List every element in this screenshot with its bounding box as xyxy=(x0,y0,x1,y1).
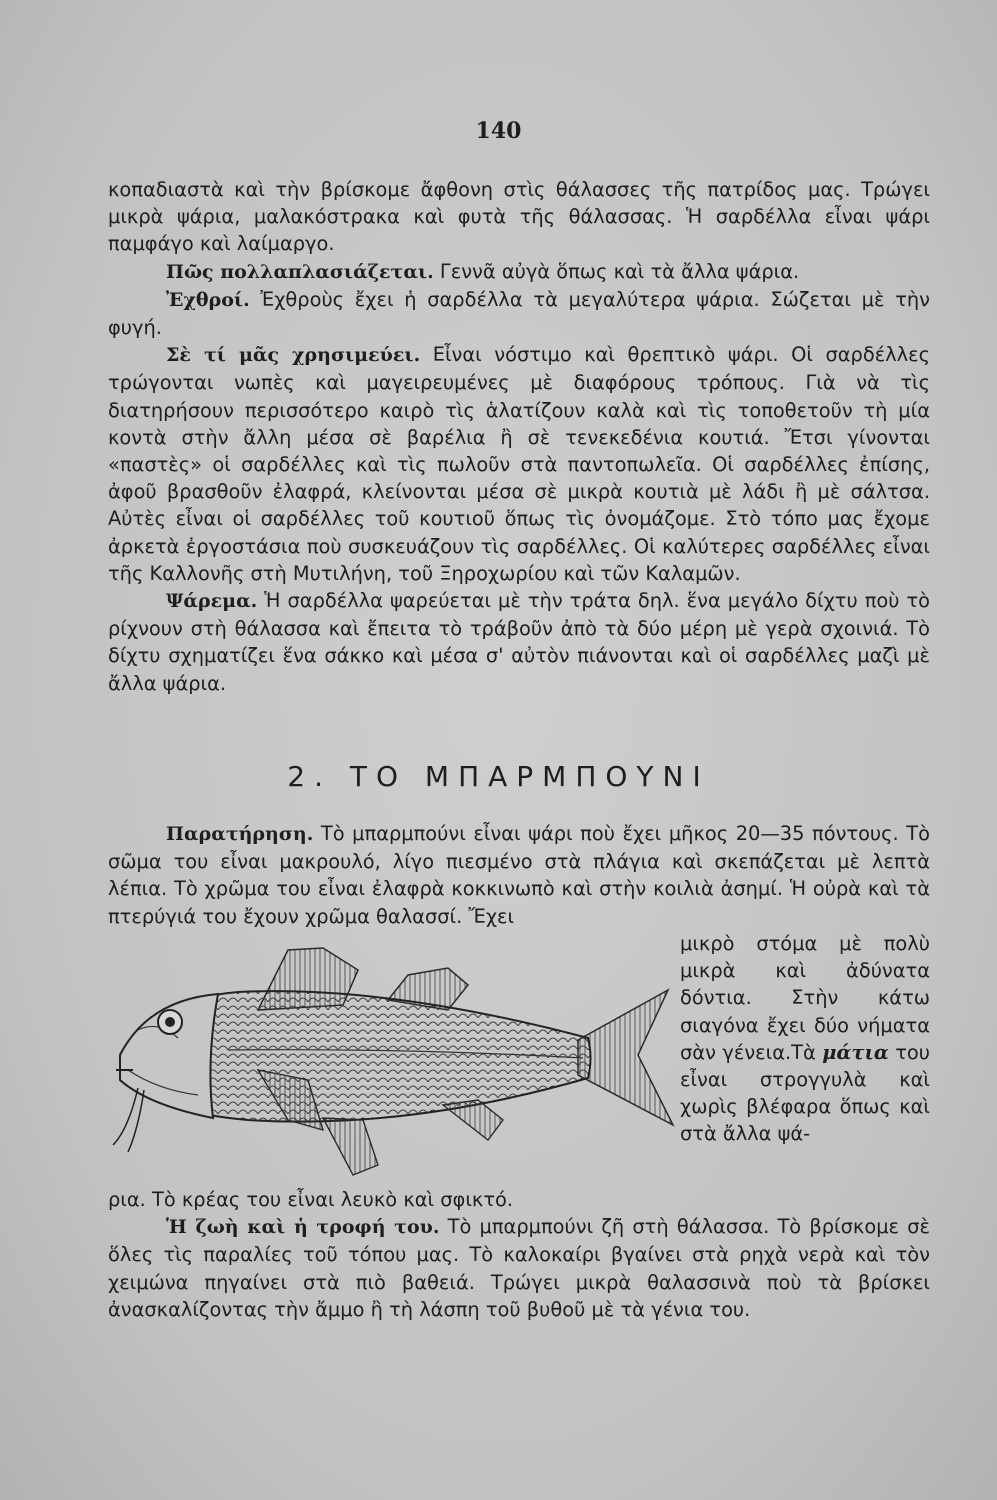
paragraph-reproduction xyxy=(108,258,930,286)
paragraph-heading: Πῶς πολλαπλασιάζεται. xyxy=(166,260,434,283)
paragraph-heading: Ἐχθροί. xyxy=(166,288,250,311)
fish-description-side-text xyxy=(680,930,930,1148)
paragraph-heading: Ἡ ζωὴ καὶ ἡ τροφή του. xyxy=(166,1216,440,1239)
red-mullet-illustration xyxy=(108,930,678,1180)
life-section xyxy=(108,1186,930,1323)
paragraph-text: Γεννᾶ αὐγὰ ὅπως καὶ τὰ ἄλλα ψάρια. xyxy=(433,259,800,283)
paragraph-enemies xyxy=(108,286,930,341)
paragraph-text: Τὸ μπαρμπούνι ζῆ στὴ θάλασσα. Τὸ βρίσκομε σὲ ὅλες τὶς παραλίες τοῦ τόπου μας. Τὸ καλοκαίρι βγαίνει στὰ ρηχὰ νερὰ καὶ τὸν χειμώνα πηγαίνει στὰ πιὸ βαθειά. Τρώγει μικρὰ θαλασσινὰ ποὺ τὰ βρίσκει ἀνασκαλίζοντας τὴν ἄμμο ἢ τὴ λάσπη τοῦ βυθοῦ μὲ τὰ γένια του. xyxy=(108,1215,930,1321)
paragraph-life-food xyxy=(108,1213,930,1323)
fish-drawing xyxy=(108,930,678,1180)
eyes-emphasis: μάτια xyxy=(822,1040,889,1064)
paragraph-text: Ἐχθροὺς ἔχει ἡ σαρδέλλα τὰ μεγαλύτερα ψάρια. Σώζεται μὲ τὴν φυγή. xyxy=(108,287,930,340)
chapter-title: 2. ΤΟ ΜΠΑΡΜΠΟΥΝΙ xyxy=(287,760,710,793)
paragraph-heading: Παρατήρηση. xyxy=(166,823,314,845)
paragraph-text: Ἡ σαρδέλλα ψαρεύεται μὲ τὴν τράτα δηλ. ἕνα μεγάλο δίχτυ ποὺ τὸ ρίχνουν στὴ θάλασσα καὶ ἔπειτα τὸ τράβοῦν ἀπὸ τὰ δύο μέρη μὲ γερὰ σχοινιά. Τὸ δίχτυ σχηματίζει ἕνα σάκκο καὶ μέσα σ' αὐτὸν πιάνονται καὶ οἱ σαρδέλλες μαζὶ μὲ ἄλλα ψάρια. xyxy=(108,589,930,695)
paragraph-heading: Ψάρεμα. xyxy=(166,590,258,613)
page-number: 140 xyxy=(475,118,522,144)
paragraph-intro xyxy=(108,176,930,258)
observation-paragraph xyxy=(108,820,930,930)
paragraph-text: Τὸ μπαρμπούνι εἶναι ψάρι ποὺ ἔχει μῆκος 20—35 πόντους. Τὸ σῶμα του εἶναι μακρουλό, λίγο πιεσμένο στὰ πλάγια καὶ σκεπάζεται μὲ λεπτὰ λέπια. Τὸ χρῶμα του εἶναι ἐλαφρὰ κοκκινωπὸ καὶ στὴν κοιλιὰ ἀσημί. Ἡ οὐρὰ καὶ τὰ πτερύγιά του ἔχουν χρῶμα θαλασσί. Ἔχει xyxy=(108,822,930,928)
paragraph-uses xyxy=(108,341,930,587)
paragraph-text: κοπαδιαστὰ καὶ τὴν βρίσκομε ἄφθονη στὶς θάλασσες τῆς πατρίδος μας. Τρώγει μικρὰ ψάρια, μαλακόστρακα καὶ φυτὰ τῆς θάλασσας. Ἡ σαρδέλλα εἶναι ψάρι παμφάγο καὶ λαίμαργο. xyxy=(108,178,930,256)
paragraph-text: Εἶναι νόστιμο καὶ θρεπτικὸ ψάρι. Οἱ σαρδέλλες τρώγονται νωπὲς καὶ μαγειρευμένες μὲ διαφόρους τρόπους. Γιὰ νὰ τὶς διατηρήσουν περισσότερο καιρὸ τὶς ἁλατίζουν καλὰ καὶ τὶς τοποθετοῦν τὴ μία κοντὰ στὴν ἄλλη μέσα σὲ βαρέλια ἢ σὲ τενεκεδένια κουτιά. Ἔτσι γίνονται «παστὲς» οἱ σαρδέλλες καὶ τὶς πωλοῦν στὰ παντοπωλεῖα. Οἱ σαρδέλλες ἐπίσης, ἀφοῦ βρασθοῦν ἐλαφρά, κλείνονται μέσα σὲ μικρὰ κουτιὰ μὲ λάδι ἢ μὲ σάλτσα. Αὐτὲς εἶναι οἱ σαρδέλλες τοῦ κουτιοῦ ὅπως τὶς ὀνομάζομε. Στὸ τόπο μας ἔχομε ἀρκετὰ ἐργοστάσια ποὺ συσκευάζουν τὶς σαρδέλλες. Οἱ καλύτερες σαρδέλλες εἶναι τῆς Καλλονῆς στὴ Μυτιλήνη, τοῦ Ξηροχωρίου καὶ τῶν Καλαμῶν. xyxy=(108,343,930,585)
side-text-eyes-prefix: Τὰ xyxy=(791,1040,823,1064)
side-text-eyes: του εἶναι στρογγυλὰ καὶ χωρὶς βλέφαρα ὅπως καὶ στὰ ἄλλα ψά- xyxy=(680,1040,931,1146)
paragraph-observation xyxy=(108,820,930,930)
sardine-section xyxy=(108,176,930,697)
side-paragraph xyxy=(680,930,930,1148)
paragraph-heading: Σὲ τί μᾶς χρησιμεύει. xyxy=(166,344,421,367)
paragraph-fishing xyxy=(108,587,930,697)
side-text-mouth: μικρὸ στόμα μὲ πολὺ μικρὰ καὶ ἀδύνατα δόντια. Στὴν κάτω σιαγόνα ἔχει δύο νήματα σὰν γένεια. xyxy=(680,932,930,1064)
paragraph-continuation: ρια. Τὸ κρέας του εἶναι λευκὸ καὶ σφικτό. xyxy=(108,1188,514,1211)
